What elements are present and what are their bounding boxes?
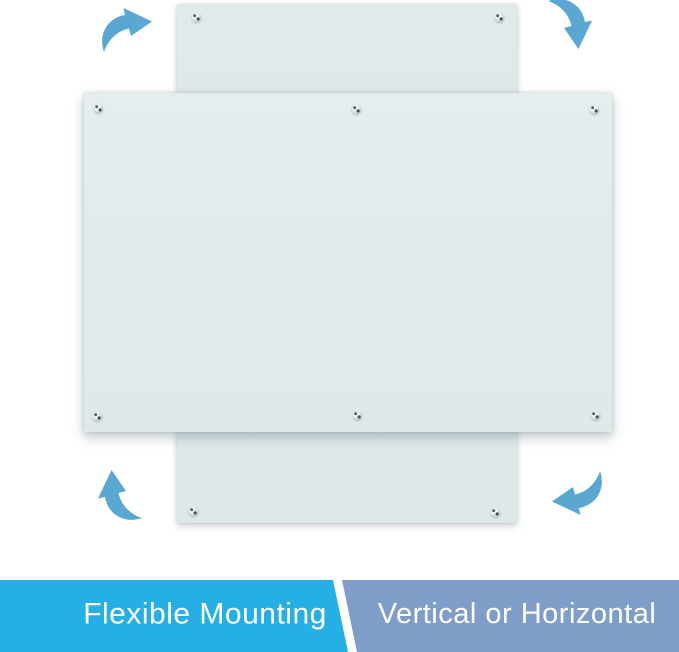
mounting-screw bbox=[495, 13, 504, 22]
mounting-screw bbox=[189, 507, 198, 516]
banner-left-label: Flexible Mounting bbox=[83, 597, 327, 631]
caption-banner bbox=[0, 580, 679, 652]
arrow-glyph bbox=[550, 470, 604, 516]
mounting-screw bbox=[590, 105, 599, 114]
rotation-arrow-icon bbox=[100, 7, 154, 53]
arrow-glyph bbox=[97, 468, 143, 522]
mounting-screw bbox=[491, 508, 500, 517]
arrow-glyph bbox=[547, 0, 593, 51]
arrow-glyph bbox=[100, 7, 154, 53]
rotation-arrow-icon bbox=[97, 468, 143, 522]
rotation-arrow-icon bbox=[550, 470, 604, 516]
mounting-screw bbox=[591, 411, 600, 420]
mounting-screw bbox=[93, 412, 102, 421]
rotation-arrow-icon bbox=[547, 0, 593, 51]
glass-board-horizontal bbox=[84, 93, 612, 432]
mounting-screw bbox=[352, 105, 361, 114]
banner-right-label: Vertical or Horizontal bbox=[377, 598, 657, 631]
mounting-screw bbox=[94, 104, 103, 113]
mounting-screw bbox=[192, 13, 201, 22]
mounting-screw bbox=[353, 411, 362, 420]
